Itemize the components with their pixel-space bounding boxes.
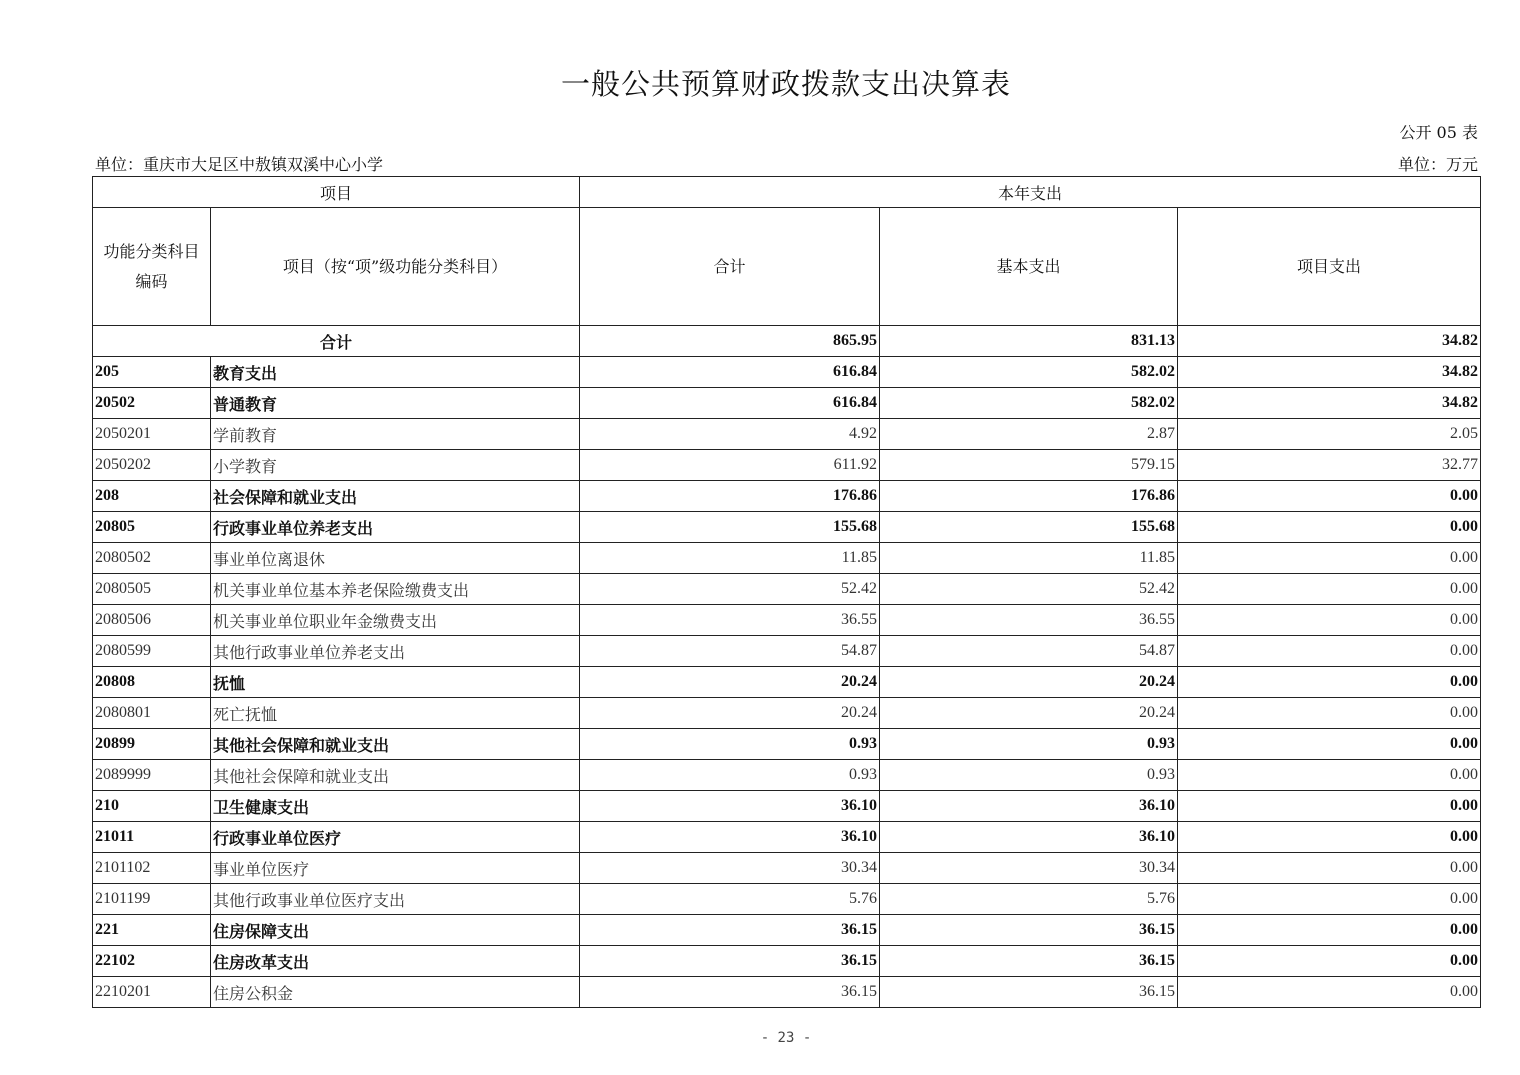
row-project: 0.00 bbox=[1178, 698, 1481, 729]
page-number: - 23 - bbox=[760, 1030, 812, 1046]
row-code: 2080599 bbox=[93, 636, 211, 667]
row-project: 0.00 bbox=[1178, 946, 1481, 977]
table-row bbox=[93, 884, 1481, 915]
row-total: 30.34 bbox=[580, 853, 880, 884]
header-row-2 bbox=[93, 208, 1481, 326]
row-name: 行政事业单位医疗 bbox=[211, 822, 580, 853]
row-total: 611.92 bbox=[580, 450, 880, 481]
row-project: 0.00 bbox=[1178, 729, 1481, 760]
table-row bbox=[93, 636, 1481, 667]
row-basic: 54.87 bbox=[880, 636, 1178, 667]
row-total: 5.76 bbox=[580, 884, 880, 915]
row-total: 11.85 bbox=[580, 543, 880, 574]
row-code: 2050201 bbox=[93, 419, 211, 450]
row-total: 36.55 bbox=[580, 605, 880, 636]
row-basic: 11.85 bbox=[880, 543, 1178, 574]
row-total: 36.10 bbox=[580, 791, 880, 822]
row-basic: 36.10 bbox=[880, 791, 1178, 822]
row-project: 0.00 bbox=[1178, 574, 1481, 605]
row-name: 行政事业单位养老支出 bbox=[211, 512, 580, 543]
header-total: 合计 bbox=[580, 208, 880, 326]
table-row bbox=[93, 760, 1481, 791]
row-project: 32.77 bbox=[1178, 450, 1481, 481]
row-total: 36.15 bbox=[580, 977, 880, 1008]
row-project: 0.00 bbox=[1178, 853, 1481, 884]
row-code: 20502 bbox=[93, 388, 211, 419]
table-row bbox=[93, 574, 1481, 605]
table-row bbox=[93, 698, 1481, 729]
row-total: 616.84 bbox=[580, 388, 880, 419]
header-code-line2: 编码 bbox=[135, 271, 168, 291]
row-basic: 579.15 bbox=[880, 450, 1178, 481]
row-basic: 0.93 bbox=[880, 760, 1178, 791]
row-code: 2101102 bbox=[93, 853, 211, 884]
row-basic: 30.34 bbox=[880, 853, 1178, 884]
row-total: 0.93 bbox=[580, 760, 880, 791]
table-row bbox=[93, 853, 1481, 884]
row-code: 2089999 bbox=[93, 760, 211, 791]
row-name: 机关事业单位职业年金缴费支出 bbox=[211, 605, 580, 636]
table-row bbox=[93, 977, 1481, 1008]
total-row bbox=[93, 326, 1481, 357]
row-name: 小学教育 bbox=[211, 450, 580, 481]
table-row bbox=[93, 822, 1481, 853]
row-basic: 155.68 bbox=[880, 512, 1178, 543]
row-code: 2080801 bbox=[93, 698, 211, 729]
total-project: 34.82 bbox=[1178, 326, 1481, 357]
row-name: 住房改革支出 bbox=[211, 946, 580, 977]
header-project: 项目支出 bbox=[1178, 208, 1481, 326]
row-name: 抚恤 bbox=[211, 667, 580, 698]
row-code: 2080506 bbox=[93, 605, 211, 636]
table-row bbox=[93, 915, 1481, 946]
table-row bbox=[93, 388, 1481, 419]
row-name: 普通教育 bbox=[211, 388, 580, 419]
row-project: 0.00 bbox=[1178, 791, 1481, 822]
table-row bbox=[93, 605, 1481, 636]
row-total: 20.24 bbox=[580, 698, 880, 729]
row-total: 36.15 bbox=[580, 946, 880, 977]
row-project: 0.00 bbox=[1178, 822, 1481, 853]
header-row-1 bbox=[93, 177, 1481, 208]
row-project: 0.00 bbox=[1178, 760, 1481, 791]
row-basic: 36.15 bbox=[880, 915, 1178, 946]
table-row bbox=[93, 543, 1481, 574]
row-code: 20805 bbox=[93, 512, 211, 543]
row-basic: 20.24 bbox=[880, 698, 1178, 729]
currency-unit: 单位：万元 bbox=[1397, 155, 1478, 174]
row-project: 0.00 bbox=[1178, 512, 1481, 543]
row-total: 20.24 bbox=[580, 667, 880, 698]
row-name: 事业单位医疗 bbox=[211, 853, 580, 884]
row-name: 教育支出 bbox=[211, 357, 580, 388]
row-total: 616.84 bbox=[580, 357, 880, 388]
row-name: 其他社会保障和就业支出 bbox=[211, 729, 580, 760]
table-row bbox=[93, 357, 1481, 388]
total-sum: 865.95 bbox=[580, 326, 880, 357]
row-basic: 36.15 bbox=[880, 946, 1178, 977]
row-basic: 0.93 bbox=[880, 729, 1178, 760]
row-name: 其他行政事业单位养老支出 bbox=[211, 636, 580, 667]
total-basic: 831.13 bbox=[880, 326, 1178, 357]
table-row bbox=[93, 481, 1481, 512]
row-project: 0.00 bbox=[1178, 977, 1481, 1008]
table-row bbox=[93, 667, 1481, 698]
row-name: 卫生健康支出 bbox=[211, 791, 580, 822]
table-row bbox=[93, 419, 1481, 450]
row-project: 34.82 bbox=[1178, 388, 1481, 419]
reporting-unit: 单位：重庆市大足区中敖镇双溪中心小学 bbox=[95, 155, 384, 174]
row-project: 0.00 bbox=[1178, 884, 1481, 915]
row-name: 事业单位离退休 bbox=[211, 543, 580, 574]
row-code: 208 bbox=[93, 481, 211, 512]
row-name: 住房公积金 bbox=[211, 977, 580, 1008]
row-code: 2080502 bbox=[93, 543, 211, 574]
row-total: 176.86 bbox=[580, 481, 880, 512]
row-project: 0.00 bbox=[1178, 481, 1481, 512]
row-code: 2050202 bbox=[93, 450, 211, 481]
row-project: 0.00 bbox=[1178, 915, 1481, 946]
row-code: 22102 bbox=[93, 946, 211, 977]
row-basic: 36.15 bbox=[880, 977, 1178, 1008]
table-row bbox=[93, 450, 1481, 481]
row-total: 36.15 bbox=[580, 915, 880, 946]
row-code: 20808 bbox=[93, 667, 211, 698]
row-basic: 5.76 bbox=[880, 884, 1178, 915]
row-name: 其他社会保障和就业支出 bbox=[211, 760, 580, 791]
row-code: 205 bbox=[93, 357, 211, 388]
header-item-name: 项目（按“项”级功能分类科目） bbox=[211, 208, 580, 326]
row-code: 2080505 bbox=[93, 574, 211, 605]
row-code: 20899 bbox=[93, 729, 211, 760]
row-basic: 52.42 bbox=[880, 574, 1178, 605]
row-total: 4.92 bbox=[580, 419, 880, 450]
header-code bbox=[93, 208, 211, 326]
header-year-expense: 本年支出 bbox=[580, 177, 1481, 208]
row-code: 2210201 bbox=[93, 977, 211, 1008]
row-code: 2101199 bbox=[93, 884, 211, 915]
row-basic: 582.02 bbox=[880, 388, 1178, 419]
table-row bbox=[93, 791, 1481, 822]
row-total: 36.10 bbox=[580, 822, 880, 853]
row-project: 0.00 bbox=[1178, 543, 1481, 574]
row-name: 机关事业单位基本养老保险缴费支出 bbox=[211, 574, 580, 605]
row-code: 221 bbox=[93, 915, 211, 946]
row-basic: 582.02 bbox=[880, 357, 1178, 388]
row-name: 其他行政事业单位医疗支出 bbox=[211, 884, 580, 915]
header-code-line1: 功能分类科目 bbox=[103, 241, 200, 261]
row-name: 社会保障和就业支出 bbox=[211, 481, 580, 512]
row-name: 住房保障支出 bbox=[211, 915, 580, 946]
row-basic: 36.55 bbox=[880, 605, 1178, 636]
row-total: 0.93 bbox=[580, 729, 880, 760]
row-project: 0.00 bbox=[1178, 605, 1481, 636]
table-row bbox=[93, 512, 1481, 543]
row-project: 2.05 bbox=[1178, 419, 1481, 450]
row-basic: 176.86 bbox=[880, 481, 1178, 512]
row-project: 0.00 bbox=[1178, 636, 1481, 667]
form-number: 公开 05 表 bbox=[1399, 123, 1478, 142]
row-code: 21011 bbox=[93, 822, 211, 853]
row-basic: 36.10 bbox=[880, 822, 1178, 853]
page-title: 一般公共预算财政拨款支出决算表 bbox=[560, 67, 1011, 101]
row-name: 死亡抚恤 bbox=[211, 698, 580, 729]
table-row bbox=[93, 729, 1481, 760]
header-basic: 基本支出 bbox=[880, 208, 1178, 326]
row-total: 155.68 bbox=[580, 512, 880, 543]
row-basic: 2.87 bbox=[880, 419, 1178, 450]
row-total: 54.87 bbox=[580, 636, 880, 667]
row-total: 52.42 bbox=[580, 574, 880, 605]
expenditure-table bbox=[92, 176, 1481, 1008]
row-project: 34.82 bbox=[1178, 357, 1481, 388]
table-row bbox=[93, 946, 1481, 977]
header-item: 项目 bbox=[93, 177, 580, 208]
total-label: 合计 bbox=[93, 326, 580, 357]
row-basic: 20.24 bbox=[880, 667, 1178, 698]
row-name: 学前教育 bbox=[211, 419, 580, 450]
row-project: 0.00 bbox=[1178, 667, 1481, 698]
row-code: 210 bbox=[93, 791, 211, 822]
